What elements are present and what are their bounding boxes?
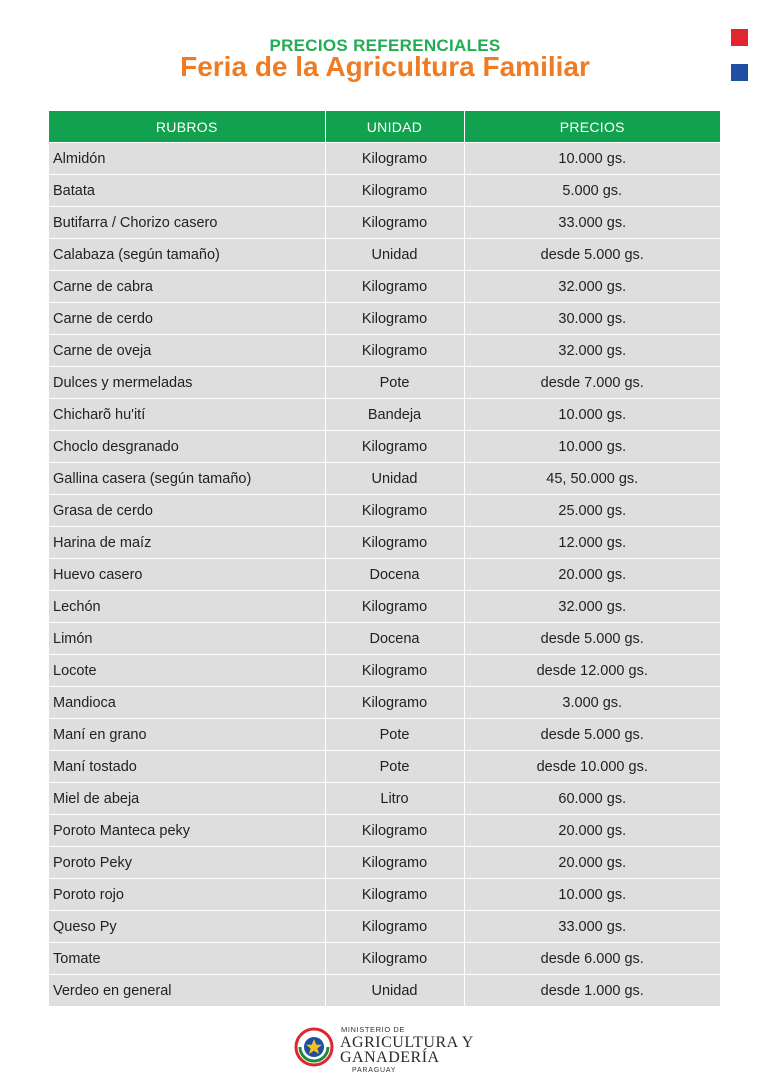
page-title: Feria de la Agricultura Familiar <box>180 51 590 82</box>
cell-unidad: Kilogramo <box>325 847 464 879</box>
table-row <box>49 303 720 335</box>
cell-precio: 12.000 gs. <box>464 527 720 559</box>
cell-precio: 33.000 gs. <box>464 911 720 943</box>
table-row <box>49 975 720 1007</box>
table-row <box>49 559 720 591</box>
cell-rubro: Limón <box>49 623 325 655</box>
table-row <box>49 815 720 847</box>
table-row <box>49 175 720 207</box>
cell-unidad: Kilogramo <box>325 591 464 623</box>
table-row <box>49 879 720 911</box>
cell-unidad: Kilogramo <box>325 655 464 687</box>
price-table <box>49 111 720 1006</box>
cell-precio: 20.000 gs. <box>464 815 720 847</box>
table-row <box>49 655 720 687</box>
cell-rubro: Calabaza (según tamaño) <box>49 239 325 271</box>
cell-rubro: Poroto Manteca peky <box>49 815 325 847</box>
table-row <box>49 495 720 527</box>
cell-rubro: Butifarra / Chorizo casero <box>49 207 325 239</box>
cell-precio: 20.000 gs. <box>464 847 720 879</box>
cell-rubro: Tomate <box>49 943 325 975</box>
cell-precio: 60.000 gs. <box>464 783 720 815</box>
cell-unidad: Kilogramo <box>325 815 464 847</box>
ministry-name-line2: GANADERÍA <box>340 1049 440 1066</box>
cell-rubro: Locote <box>49 655 325 687</box>
table-row <box>49 399 720 431</box>
cell-precio: desde 6.000 gs. <box>464 943 720 975</box>
table-row <box>49 719 720 751</box>
column-header-precios: PRECIOS <box>464 111 720 143</box>
cell-precio: 33.000 gs. <box>464 207 720 239</box>
ministry-logo <box>294 1025 494 1077</box>
column-header-unidad: UNIDAD <box>325 111 464 143</box>
table-row <box>49 911 720 943</box>
ministry-label: MINISTERIO DE <box>341 1025 406 1034</box>
cell-unidad: Unidad <box>325 239 464 271</box>
cell-unidad: Kilogramo <box>325 303 464 335</box>
cell-precio: desde 12.000 gs. <box>464 655 720 687</box>
cell-rubro: Choclo desgranado <box>49 431 325 463</box>
table-row <box>49 687 720 719</box>
cell-unidad: Docena <box>325 559 464 591</box>
country-label: PARAGUAY <box>352 1067 397 1074</box>
cell-rubro: Poroto rojo <box>49 879 325 911</box>
cell-rubro: Gallina casera (según tamaño) <box>49 463 325 495</box>
cell-precio: 20.000 gs. <box>464 559 720 591</box>
cell-precio: 25.000 gs. <box>464 495 720 527</box>
cell-precio: 5.000 gs. <box>464 175 720 207</box>
cell-rubro: Maní tostado <box>49 751 325 783</box>
cell-unidad: Kilogramo <box>325 175 464 207</box>
cell-unidad: Docena <box>325 623 464 655</box>
cell-unidad: Unidad <box>325 975 464 1007</box>
cell-precio: 3.000 gs. <box>464 687 720 719</box>
cell-unidad: Litro <box>325 783 464 815</box>
table-row <box>49 239 720 271</box>
table-row <box>49 943 720 975</box>
cell-precio: desde 5.000 gs. <box>464 239 720 271</box>
table-row <box>49 783 720 815</box>
table-header-row <box>49 111 720 143</box>
table-row <box>49 591 720 623</box>
table-row <box>49 751 720 783</box>
cell-rubro: Carne de cabra <box>49 271 325 303</box>
cell-rubro: Carne de oveja <box>49 335 325 367</box>
cell-unidad: Kilogramo <box>325 943 464 975</box>
cell-precio: 10.000 gs. <box>464 431 720 463</box>
cell-rubro: Maní en grano <box>49 719 325 751</box>
cell-unidad: Kilogramo <box>325 687 464 719</box>
table-row <box>49 623 720 655</box>
cell-rubro: Verdeo en general <box>49 975 325 1007</box>
cell-precio: 45, 50.000 gs. <box>464 463 720 495</box>
cell-rubro: Queso Py <box>49 911 325 943</box>
cell-rubro: Lechón <box>49 591 325 623</box>
cell-precio: 30.000 gs. <box>464 303 720 335</box>
cell-unidad: Pote <box>325 719 464 751</box>
table-row <box>49 271 720 303</box>
cell-unidad: Kilogramo <box>325 527 464 559</box>
cell-rubro: Poroto Peky <box>49 847 325 879</box>
cell-unidad: Unidad <box>325 463 464 495</box>
cell-unidad: Kilogramo <box>325 271 464 303</box>
cell-rubro: Carne de cerdo <box>49 303 325 335</box>
cell-unidad: Kilogramo <box>325 335 464 367</box>
table-row <box>49 527 720 559</box>
cell-unidad: Pote <box>325 751 464 783</box>
cell-rubro: Chicharõ hu'ití <box>49 399 325 431</box>
table-row <box>49 143 720 175</box>
table-row <box>49 431 720 463</box>
cell-precio: desde 10.000 gs. <box>464 751 720 783</box>
cell-precio: 10.000 gs. <box>464 879 720 911</box>
cell-rubro: Miel de abeja <box>49 783 325 815</box>
cell-unidad: Kilogramo <box>325 495 464 527</box>
cell-unidad: Kilogramo <box>325 143 464 175</box>
cell-unidad: Kilogramo <box>325 431 464 463</box>
table-row <box>49 335 720 367</box>
cell-unidad: Kilogramo <box>325 911 464 943</box>
cell-rubro: Batata <box>49 175 325 207</box>
column-header-rubros: RUBROS <box>49 111 325 143</box>
cell-rubro: Mandioca <box>49 687 325 719</box>
cell-precio: 32.000 gs. <box>464 271 720 303</box>
cell-unidad: Kilogramo <box>325 879 464 911</box>
page-subtitle: PRECIOS REFERENCIALES <box>269 36 501 55</box>
cell-precio: desde 7.000 gs. <box>464 367 720 399</box>
cell-precio: 10.000 gs. <box>464 399 720 431</box>
table-row <box>49 367 720 399</box>
cell-unidad: Kilogramo <box>325 207 464 239</box>
cell-rubro: Huevo casero <box>49 559 325 591</box>
cell-precio: 32.000 gs. <box>464 591 720 623</box>
paraguay-seal-icon <box>294 1027 334 1067</box>
cell-rubro: Dulces y mermeladas <box>49 367 325 399</box>
cell-precio: desde 5.000 gs. <box>464 719 720 751</box>
ministry-name-line1: AGRICULTURA Y <box>340 1034 474 1051</box>
cell-precio: 10.000 gs. <box>464 143 720 175</box>
cell-rubro: Almidón <box>49 143 325 175</box>
table-row <box>49 847 720 879</box>
table-row <box>49 463 720 495</box>
cell-rubro: Grasa de cerdo <box>49 495 325 527</box>
cell-unidad: Pote <box>325 367 464 399</box>
cell-precio: desde 1.000 gs. <box>464 975 720 1007</box>
cell-precio: desde 5.000 gs. <box>464 623 720 655</box>
cell-unidad: Bandeja <box>325 399 464 431</box>
cell-rubro: Harina de maíz <box>49 527 325 559</box>
cell-precio: 32.000 gs. <box>464 335 720 367</box>
table-row <box>49 207 720 239</box>
